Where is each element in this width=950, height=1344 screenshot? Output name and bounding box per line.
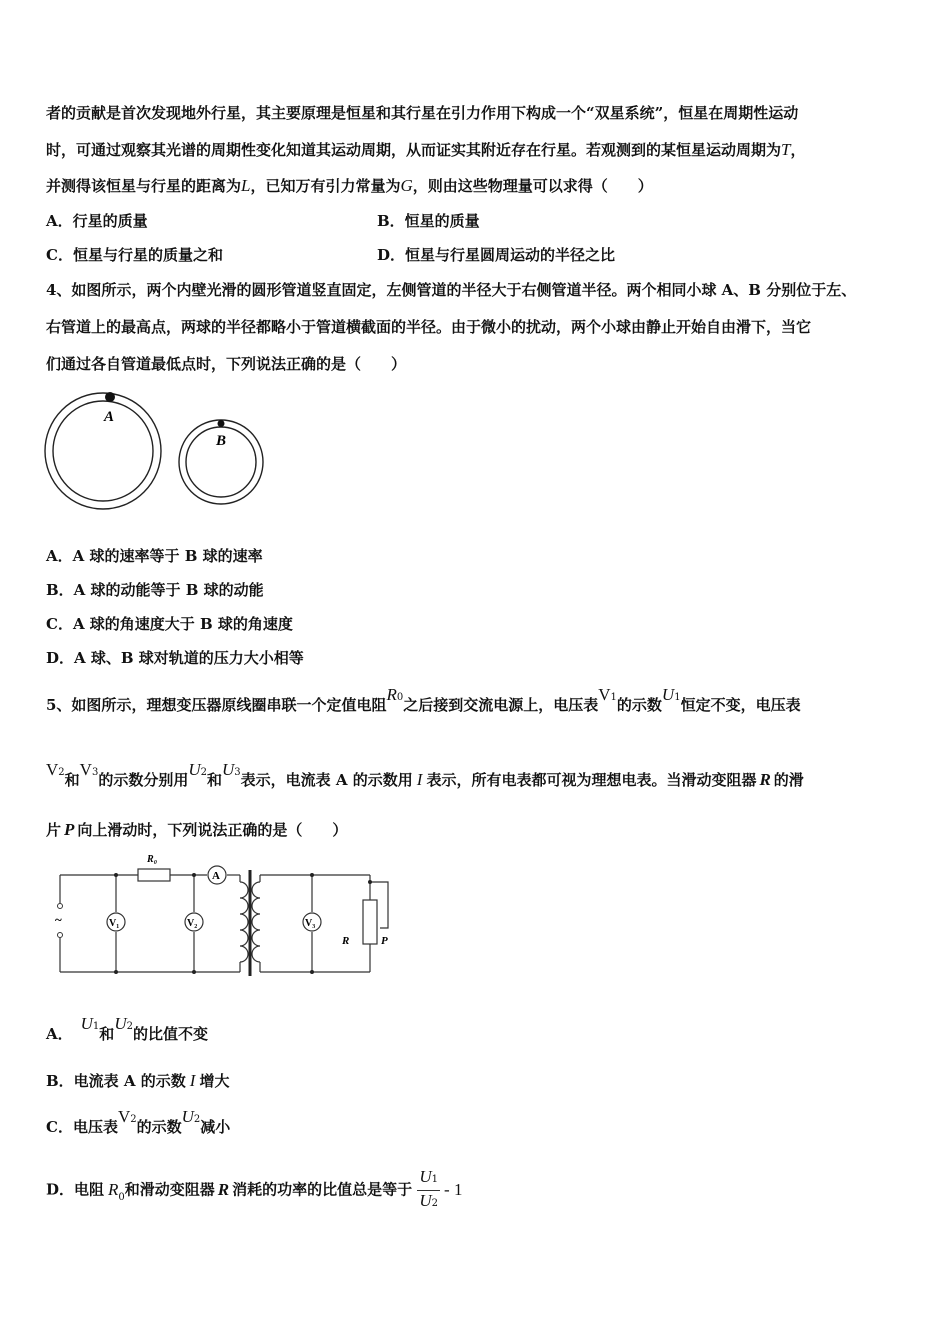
- q4-option-b: B．A 球的动能等于 B 球的动能: [46, 581, 264, 599]
- subscript: 1: [610, 692, 617, 703]
- q3-option-b: B．恒星的质量: [377, 212, 480, 230]
- symbol-T: T: [781, 140, 791, 159]
- q5-circuit-figure: [50, 848, 400, 980]
- label-a: A: [104, 409, 115, 425]
- q4-stem-line3: 们通过各自管道最低点时，下列说法正确的是（ ）: [46, 355, 407, 373]
- q3-text: 时，可通过观察其光谱的周期性变化知道其运动周期，从而证实其附近存在行星。若观测到的某恒星运动周期为: [46, 141, 782, 159]
- symbol-I: I: [416, 770, 423, 789]
- q5-text: C．电压表: [46, 1118, 118, 1136]
- ac-source-symbol: ~: [55, 912, 62, 927]
- q3-text: 并测得该恒星与行星的距离为: [46, 177, 242, 195]
- symbol-U: U: [661, 685, 675, 704]
- symbol-R: R: [386, 685, 397, 704]
- q5-text: 的示数: [136, 1118, 182, 1136]
- q3-text: ，: [790, 141, 806, 159]
- fraction-u1-over-u2: [417, 1167, 440, 1214]
- symbol-L: L: [241, 176, 251, 195]
- symbol-P: P: [64, 820, 75, 839]
- ball-b: [218, 420, 225, 427]
- subscript: 2: [200, 767, 207, 778]
- q4-option-c: C．A 球的角速度大于 B 球的角速度: [46, 615, 293, 633]
- q3-text: ，已知万有引力常量为: [250, 177, 401, 195]
- q5-text: 减小: [200, 1118, 231, 1136]
- q5-text: 恒定不变，电压表: [680, 696, 801, 714]
- symbol-V: V: [46, 760, 59, 779]
- subscript: 3: [234, 767, 241, 778]
- subscript: 2: [431, 1198, 439, 1209]
- subscript: 2: [130, 1114, 137, 1125]
- label-slider-p: P: [381, 935, 388, 947]
- q5-text: 5、如图所示，理想变压器原线圈串联一个定值电阻: [46, 696, 387, 714]
- q3-stem-line1: 者的贡献是首次发现地外行星，其主要原理是恒星和其行星在引力作用下构成一个“双星系统”，恒星在周期性运动: [46, 104, 799, 122]
- q5-text: B．电流表 A 的示数: [46, 1072, 186, 1090]
- q5-text: 增大: [199, 1072, 230, 1090]
- q5-text: 的示数: [616, 696, 662, 714]
- q5-text: 之后接到交流电源上，电压表: [403, 696, 599, 714]
- q3-text: ，则由这些物理量可以求得（ ）: [412, 177, 653, 195]
- q5-text: 和: [207, 771, 223, 789]
- symbol-V: V: [117, 1107, 131, 1126]
- label-v3: V₃: [305, 918, 316, 929]
- q3-option-d: D．恒星与行星圆周运动的半径之比: [377, 246, 616, 264]
- subscript: 2: [126, 1021, 133, 1032]
- q4-option-a: A．A 球的速率等于 B 球的速率: [46, 547, 263, 565]
- q5-option-b: [46, 1071, 229, 1091]
- label-ammeter: A: [212, 870, 220, 882]
- subscript: 3: [91, 767, 99, 778]
- q5-text: D．电阻: [46, 1180, 105, 1199]
- symbol-V: V: [79, 760, 92, 779]
- label-rheostat-r: R: [342, 935, 350, 947]
- q5-text: 消耗的功率的比值总是等于: [232, 1180, 413, 1199]
- label-b: B: [216, 433, 227, 449]
- q5-option-c: [46, 1107, 231, 1140]
- subscript: 0: [118, 1191, 125, 1203]
- ball-a: [105, 392, 115, 402]
- q5-option-a: [46, 1014, 208, 1047]
- label-r0: R₀: [147, 854, 158, 865]
- subscript: 1: [674, 692, 681, 703]
- q5-text: A．: [46, 1025, 73, 1043]
- q4-option-d: D．A 球、B 球对轨道的压力大小相等: [46, 649, 304, 667]
- q5-text: 的滑: [773, 771, 804, 789]
- minus-one: - 1: [444, 1179, 463, 1199]
- symbol-U: U: [181, 1107, 194, 1126]
- label-v1: V₁: [109, 918, 120, 929]
- q3-option-c: C．恒星与行星的质量之和: [46, 246, 223, 264]
- left-tube-outer: [45, 393, 161, 509]
- symbol-V: V: [598, 685, 611, 704]
- subscript: 2: [58, 767, 65, 778]
- q5-option-d: [46, 1167, 462, 1215]
- symbol-U: U: [222, 760, 235, 779]
- symbol-U: U: [419, 1167, 432, 1186]
- label-v2: V₂: [187, 918, 198, 929]
- q5-stem-line3: [46, 820, 347, 840]
- left-tube-inner: [53, 401, 153, 501]
- q5-text: 和: [64, 771, 80, 789]
- symbol-G: G: [400, 176, 413, 195]
- q5-text: 和: [99, 1025, 115, 1043]
- q3-stem-line2: [46, 140, 806, 160]
- symbol-U: U: [114, 1014, 127, 1033]
- symbol-U: U: [419, 1191, 432, 1210]
- symbol-R: R: [108, 1179, 119, 1199]
- q5-text: 表示，所有电表都可视为理想电表。当滑动变阻器: [426, 771, 757, 789]
- q5-text: 表示，电流表 A 的示数用: [240, 771, 413, 789]
- q3-option-a: A．行星的质量: [46, 212, 148, 230]
- symbol-R: R: [759, 770, 771, 789]
- q5-text: 的比值不变: [132, 1025, 208, 1043]
- subscript: 1: [92, 1021, 100, 1032]
- symbol-U: U: [80, 1014, 93, 1033]
- q5-stem-line2: [46, 760, 804, 793]
- subscript: 0: [396, 692, 404, 703]
- resistor-r0: [138, 869, 170, 881]
- subscript: 2: [193, 1114, 201, 1125]
- symbol-R: R: [217, 1179, 230, 1199]
- symbol-U: U: [188, 760, 201, 779]
- q4-stem-line1: 4、如图所示，两个内壁光滑的圆形管道竖直固定，左侧管道的半径大于右侧管道半径。两个相同小球 A、B 分别位于左、: [46, 281, 857, 299]
- q3-stem-line3: [46, 176, 653, 196]
- subscript: 1: [431, 1174, 439, 1185]
- q5-text: 和滑动变阻器: [124, 1180, 215, 1199]
- symbol-I: I: [189, 1071, 196, 1090]
- q5-text: 的示数分别用: [98, 771, 189, 789]
- q5-text: 片: [46, 821, 62, 839]
- q4-tubes-figure: [40, 388, 270, 518]
- q5-text: 向上滑动时，下列说法正确的是（ ）: [77, 821, 348, 839]
- source-terminal-bottom: [58, 933, 63, 938]
- source-terminal-top: [58, 904, 63, 909]
- q5-stem-line1: [46, 685, 801, 718]
- q4-stem-line2: 右管道上的最高点，两球的半径都略小于管道横截面的半径。由于微小的扰动，两个小球由静止开始自由滑下，当它: [46, 318, 812, 336]
